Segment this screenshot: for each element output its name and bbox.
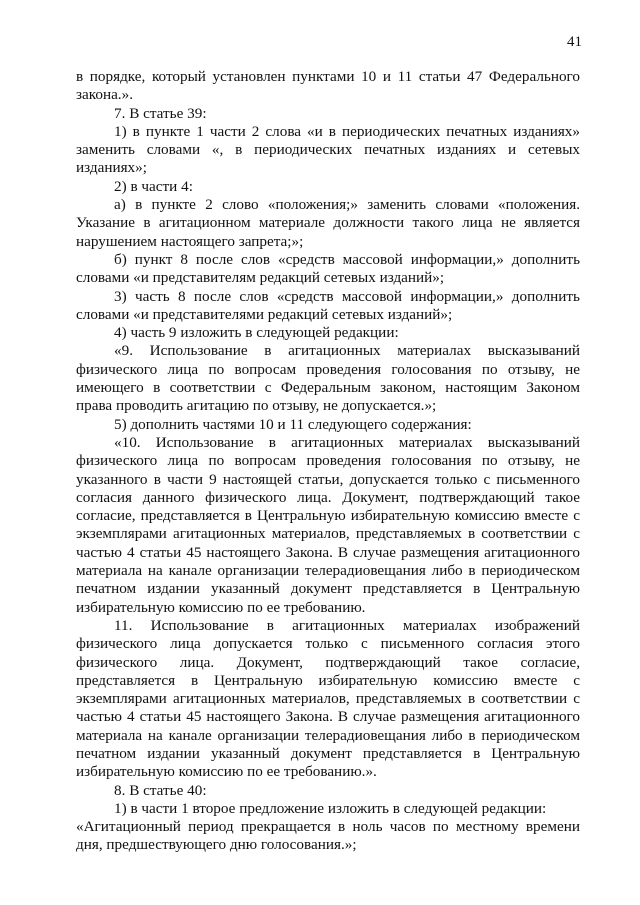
- paragraph: 11. Использование в агитационных материалах изображений физического лица допускается только с письменного согласия этого физического лица. Документ, подтверждающий такое согласие, представляется в Центральную избирательную комиссию вместе с экземплярами агитационных материалов, представляемых в соответствии с частью 4 статьи 45 настоящего Закона. В случае размещения агитационного материала на канале организации телерадиовещания либо в периодическом печатном издании указанный документ представляется в Центральную избирательную комиссию по ее требованию.».: [76, 616, 580, 781]
- paragraph: в порядке, который установлен пунктами 10 и 11 статьи 47 Федерального закона.».: [76, 68, 580, 104]
- paragraph: 5) дополнить частями 10 и 11 следующего содержания:: [114, 415, 472, 433]
- paragraph: 2) в части 4:: [114, 177, 193, 195]
- paragraph: «Агитационный период прекращается в ноль часов по местному времени дня, предшествующего дню голосования.»;: [76, 818, 580, 854]
- paragraph: 3) часть 8 после слов «средств массовой информации,» дополнить словами «и представителями редакций сетевых изданий»;: [76, 287, 580, 323]
- paragraph: «10. Использование в агитационных материалах высказываний физического лица по вопросам проведения голосования по отзыву, не указанного в части 9 настоящей статьи, допускается только с письменного согласия данного физического лица. Документ, подтверждающий такое согласие, представляется в Центральную избирательную комиссию вместе с экземплярами агитационных материалов, представляемых в соответствии с частью 4 статьи 45 настоящего Закона. В случае размещения агитационного материала на канале организации телерадиовещания либо в периодическом печатном издании указанный документ представляется в Центральную избирательную комиссию по ее требованию.: [76, 433, 580, 616]
- paragraph: а) в пункте 2 слово «положения;» заменить словами «положения. Указание в агитационном материале должности такого лица не является нарушением настоящего запрета;»;: [76, 196, 580, 250]
- paragraph: 1) в пункте 1 части 2 слова «и в периодических печатных изданиях» заменить словами «, в периодических печатных изданиях и сетевых изданиях»;: [76, 122, 580, 177]
- page-number: 41: [567, 34, 582, 50]
- section-heading: 7. В статье 39:: [114, 104, 207, 122]
- paragraph: 4) часть 9 изложить в следующей редакции:: [114, 324, 399, 342]
- paragraph: 1) в части 1 второе предложение изложить в следующей редакции:: [114, 799, 547, 817]
- document-body: [76, 68, 580, 855]
- section-heading: 8. В статье 40:: [114, 781, 207, 799]
- paragraph: б) пункт 8 после слов «средств массовой информации,» дополнить словами «и представителям редакций сетевых изданий»;: [76, 250, 580, 287]
- paragraph: «9. Использование в агитационных материалах высказываний физического лица по вопросам проведения голосования по отзыву, не имеющего в соответствии с Федеральным законом, настоящим Законом права проводить агитацию по отзыву, не допускается.»;: [76, 342, 580, 415]
